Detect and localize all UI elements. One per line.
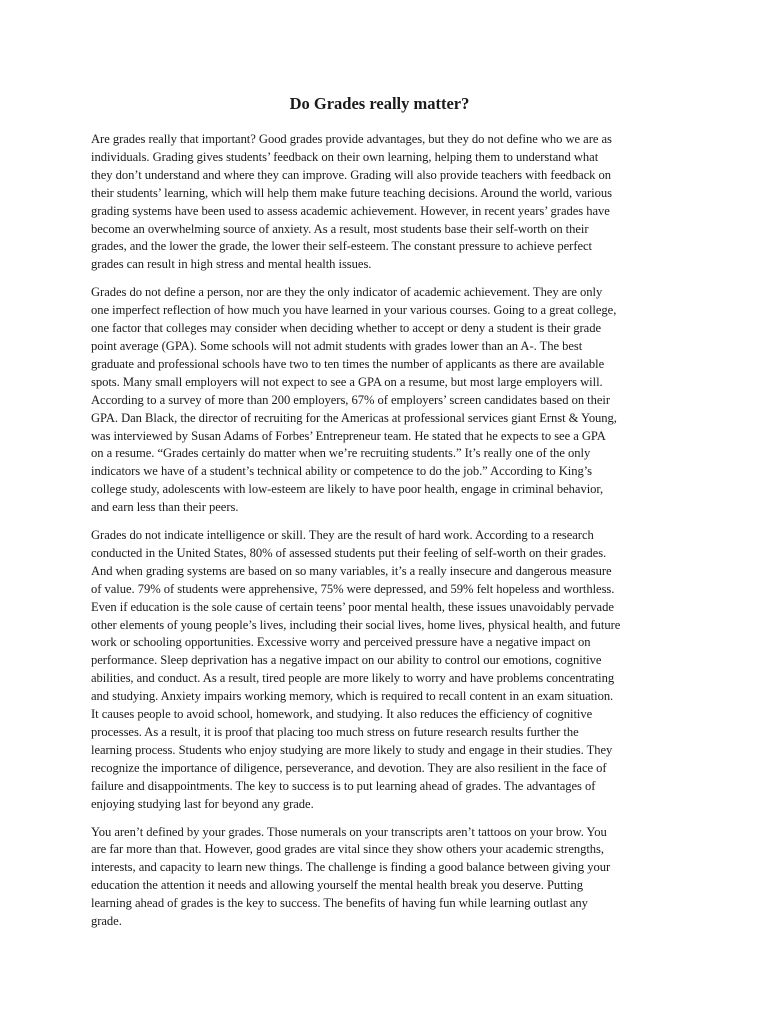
text-line: abilities, and conduct. As a result, tired people are more likely to worry and have problems concentrating bbox=[91, 671, 615, 686]
text-line: GPA. Dan Black, the director of recruiting for the Americas at professional services giant Ernst & Young, bbox=[91, 410, 617, 425]
text-line: It causes people to avoid school, homework, and studying. It also reduces the efficiency of cognitive bbox=[91, 707, 593, 722]
document-title: Do Grades really matter? bbox=[289, 94, 470, 113]
text-line: they don’t understand and where they can improve. Grading will also provide teachers with feedback on bbox=[91, 167, 611, 182]
text-line: and studying. Anxiety impairs working memory, which is required to recall content in an exam situation. bbox=[91, 689, 614, 704]
text-line: recognize the importance of diligence, perseverance, and devotion. They are also resilient in the face of bbox=[91, 760, 607, 775]
text-line: learning ahead of grades is the key to success. The benefits of having fun while learning outlast any bbox=[91, 896, 588, 911]
text-line: enjoying studying last for beyond any grade. bbox=[91, 796, 314, 811]
text-line: on a resume. “Grades certainly do matter when we’re recruiting students.” It’s really one of the only bbox=[91, 446, 591, 461]
document-body bbox=[91, 131, 658, 931]
text-line: spots. Many small employers will not expect to see a GPA on a resume, but most large employers will. bbox=[91, 374, 603, 389]
text-line: Even if education is the sole cause of certain teens’ poor mental health, these issues unavoidably pervade bbox=[91, 599, 614, 614]
text-line: are far more than that. However, good grades are vital since they show others your academic strengths, bbox=[91, 842, 605, 857]
text-line: processes. As a result, it is proof that placing too much stress on future research results further the bbox=[91, 725, 579, 739]
text-line: point average (GPA). Some schools will not admit students with grades lower than an A-. The best bbox=[91, 338, 583, 353]
text-line: college study, adolescents with low-esteem are likely to have poor health, engage in criminal behavior, bbox=[91, 482, 604, 497]
text-line: You aren’t defined by your grades. Those numerals on your transcripts aren’t tattoos on your brow. You bbox=[91, 824, 607, 839]
text-line: indicators we have of a student’s technical ability or competence to do the job.” According to King’s bbox=[91, 464, 593, 479]
text-line: failure and disappointments. The key to success is to put learning ahead of grades. The advantages of bbox=[91, 778, 596, 793]
text-line: Are grades really that important? Good grades provide advantages, but they do not define who we are as bbox=[91, 132, 612, 146]
text-line: grade. bbox=[91, 914, 122, 929]
text-line: Grades do not define a person, nor are they the only indicator of academic achievement. They are only bbox=[91, 285, 603, 300]
text-line: individuals. Grading gives students’ feedback on their own learning, helping them to understand what bbox=[91, 149, 599, 164]
paragraph-1 bbox=[91, 131, 658, 274]
text-line: work or schooling opportunities. Excessive worry and perceived pressure have a negative impact on bbox=[91, 635, 591, 650]
text-line: one imperfect reflection of how much you have learned in your various courses. Going to a great college, bbox=[91, 303, 617, 318]
text-line: of value. 79% of students were apprehensive, 75% were depressed, and 59% felt hopeless and worthless. bbox=[91, 581, 615, 596]
text-line: become an overwhelming source of anxiety. As a result, most students base their self-worth on their bbox=[91, 221, 589, 236]
text-line: And when grading systems are based on so many variables, it’s a really insecure and dangerous measure bbox=[91, 563, 612, 578]
text-line: their students’ learning, which will help them make future teaching decisions. Around the world, various bbox=[91, 185, 612, 200]
text-line: one factor that colleges may consider when deciding whether to accept or deny a student is their grade bbox=[91, 321, 602, 336]
text-line: grading systems have been used to assess academic achievement. However, in recent years’ grades have bbox=[91, 203, 610, 218]
text-line: According to a survey of more than 200 employers, 67% of employers’ screen candidates based on their bbox=[91, 392, 610, 407]
text-line: graduate and professional schools have two to ten times the number of applicants as there are available bbox=[91, 356, 605, 371]
text-line: education the attention it needs and allowing yourself the mental health break you deserve. Putting bbox=[91, 878, 584, 893]
paragraph-2 bbox=[91, 284, 658, 517]
text-line: conducted in the United States, 80% of assessed students put their feeling of self-worth on their grades. bbox=[91, 545, 607, 560]
paragraph-4 bbox=[91, 824, 658, 931]
text-line: Grades do not indicate intelligence or skill. They are the result of hard work. According to a research bbox=[91, 528, 594, 543]
paragraph-3 bbox=[91, 527, 658, 814]
text-line: performance. Sleep deprivation has a negative impact on our ability to control our emotions, cognitive bbox=[91, 653, 602, 668]
text-line: grades can result in high stress and mental health issues. bbox=[91, 257, 372, 272]
text-line: grades, and the lower the grade, the lower their self-esteem. The constant pressure to achieve perfect bbox=[91, 239, 593, 254]
text-line: learning process. Students who enjoy studying are more likely to study and engage in their studies. They bbox=[91, 742, 613, 757]
text-line: and earn less than their peers. bbox=[91, 500, 239, 515]
text-line: other elements of young people’s lives, including their social lives, home lives, physical health, and future bbox=[91, 617, 621, 632]
text-line: interests, and capacity to learn new things. The challenge is finding a good balance between giving your bbox=[91, 860, 611, 875]
text-line: was interviewed by Susan Adams of Forbes’ Entrepreneur team. He stated that he expects to see a GPA bbox=[91, 428, 606, 443]
